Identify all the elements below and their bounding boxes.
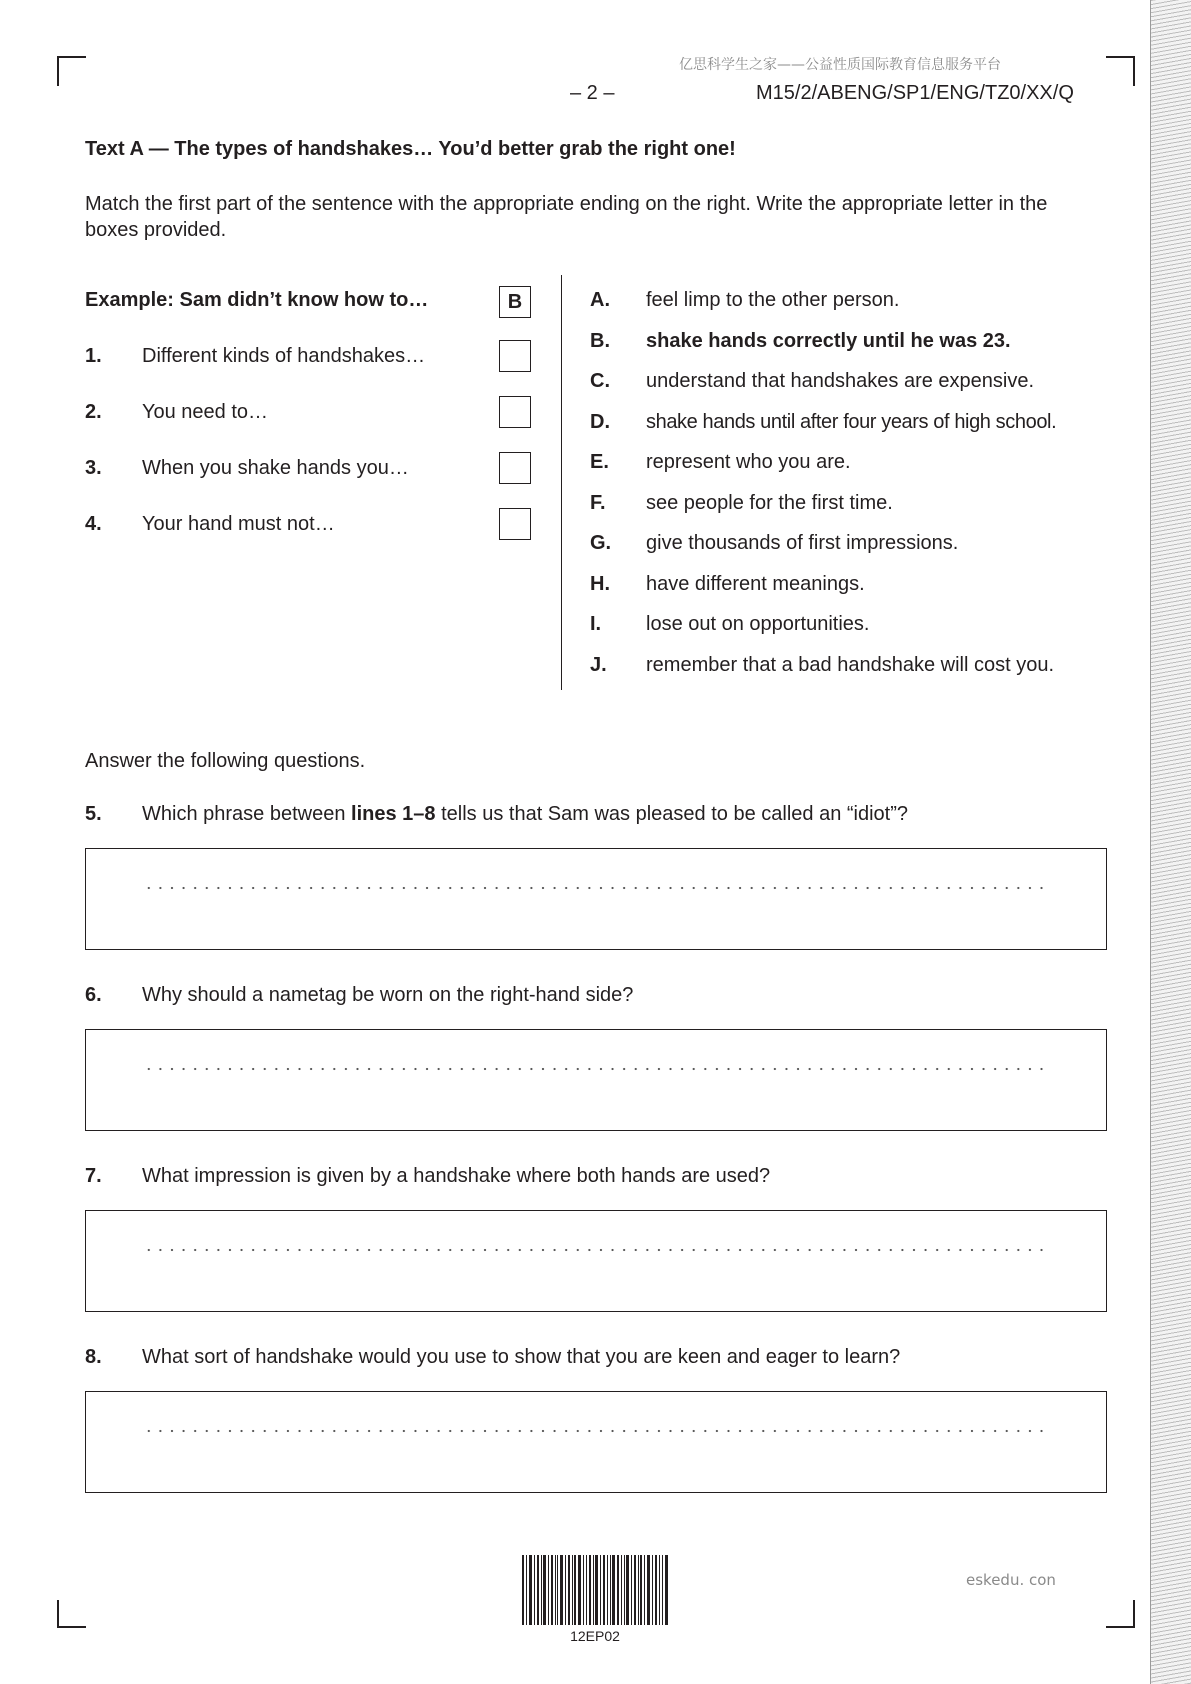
crop-mark-bottom-right bbox=[1106, 1600, 1135, 1628]
option-text-a: feel limp to the other person. bbox=[646, 289, 900, 311]
question-text-6: Why should a nametag be worn on the right-hand side? bbox=[142, 984, 634, 1006]
margin-pattern-strip bbox=[1150, 0, 1191, 1684]
match-item-number: 1. bbox=[85, 345, 102, 367]
option-letter-d: D. bbox=[590, 411, 610, 433]
question-number-5: 5. bbox=[85, 803, 102, 825]
answer-line-question-6[interactable] bbox=[143, 1066, 1048, 1072]
option-text-g: give thousands of first impressions. bbox=[646, 532, 959, 554]
option-letter-i: I. bbox=[590, 613, 602, 635]
section-title: Text A — The types of handshakes… You’d better grab the right one! bbox=[85, 138, 736, 160]
answer-line-question-7[interactable] bbox=[143, 1247, 1048, 1253]
match-item-text: You need to… bbox=[142, 401, 269, 423]
answer-line-question-8[interactable] bbox=[143, 1428, 1048, 1434]
answer-box-question-5[interactable] bbox=[85, 848, 1107, 950]
match-item-number: 2. bbox=[85, 401, 102, 423]
option-letter-c: C. bbox=[590, 370, 610, 392]
page-number: – 2 – bbox=[570, 82, 615, 104]
option-text-e: represent who you are. bbox=[646, 451, 851, 473]
option-text-i: lose out on opportunities. bbox=[646, 613, 870, 635]
question-text-part: Which phrase between bbox=[142, 803, 352, 825]
option-letter-j: J. bbox=[590, 654, 607, 676]
option-text-d: shake hands until after four years of high school. bbox=[646, 411, 1057, 433]
match-item-1 bbox=[85, 345, 425, 368]
option-text-c: understand that handshakes are expensive. bbox=[646, 370, 1035, 392]
match-item-text: Different kinds of handshakes… bbox=[142, 345, 426, 367]
answer-box-2[interactable] bbox=[499, 396, 531, 428]
option-letter-a: A. bbox=[590, 289, 610, 311]
question-text-8: What sort of handshake would you use to show that you are keen and eager to learn? bbox=[142, 1346, 901, 1368]
answer-box-3[interactable] bbox=[499, 452, 531, 484]
match-item-2 bbox=[85, 401, 268, 424]
option-text-j: remember that a bad handshake will cost you. bbox=[646, 654, 1054, 676]
question-text-7: What impression is given by a handshake where both hands are used? bbox=[142, 1165, 771, 1187]
match-item-number: 3. bbox=[85, 457, 102, 479]
match-item-text: When you shake hands you… bbox=[142, 457, 409, 479]
question-number-6: 6. bbox=[85, 984, 102, 1006]
questions-instructions: Answer the following questions. bbox=[85, 750, 366, 772]
exam-code: M15/2/ABENG/SP1/ENG/TZ0/XX/Q bbox=[756, 82, 1074, 104]
option-text-b: shake hands correctly until he was 23. bbox=[646, 330, 1011, 352]
option-text-f: see people for the first time. bbox=[646, 492, 893, 514]
match-item-3 bbox=[85, 457, 409, 480]
match-item-text: Your hand must not… bbox=[142, 513, 335, 535]
answer-box-1[interactable] bbox=[499, 340, 531, 372]
option-letter-h: H. bbox=[590, 573, 610, 595]
question-text-bold: lines 1–8 bbox=[351, 803, 436, 825]
match-item-4 bbox=[85, 513, 335, 536]
header-watermark: 亿思科学生之家——公益性质国际教育信息服务平台 bbox=[679, 57, 1001, 73]
answer-box-question-8[interactable] bbox=[85, 1391, 1107, 1493]
crop-mark-top-left bbox=[57, 56, 86, 86]
option-text-h: have different meanings. bbox=[646, 573, 865, 595]
question-text-part: tells us that Sam was pleased to be called an “idiot”? bbox=[435, 803, 909, 825]
answer-box-4[interactable] bbox=[499, 508, 531, 540]
question-number-8: 8. bbox=[85, 1346, 102, 1368]
footer-watermark: eskedu. con bbox=[966, 1571, 1056, 1589]
example-answer-box: B bbox=[499, 286, 531, 318]
question-text-5 bbox=[142, 803, 908, 826]
barcode-label: 12EP02 bbox=[570, 1628, 620, 1644]
question-number-7: 7. bbox=[85, 1165, 102, 1187]
option-letter-e: E. bbox=[590, 451, 609, 473]
answer-box-question-6[interactable] bbox=[85, 1029, 1107, 1131]
matching-instructions: Match the first part of the sentence with the appropriate ending on the right. Write the appropriate letter in the boxes provided. bbox=[85, 193, 1048, 241]
answer-box-question-7[interactable] bbox=[85, 1210, 1107, 1312]
column-divider bbox=[561, 275, 562, 690]
answer-line-question-5[interactable] bbox=[143, 885, 1048, 891]
crop-mark-top-right bbox=[1106, 56, 1135, 86]
option-letter-g: G. bbox=[590, 532, 612, 554]
option-letter-f: F. bbox=[590, 492, 606, 514]
match-item-number: 4. bbox=[85, 513, 102, 535]
example-label: Example: Sam didn’t know how to… bbox=[85, 289, 429, 311]
option-letter-b: B. bbox=[590, 330, 610, 352]
crop-mark-bottom-left bbox=[57, 1600, 86, 1628]
barcode-icon bbox=[522, 1555, 668, 1625]
